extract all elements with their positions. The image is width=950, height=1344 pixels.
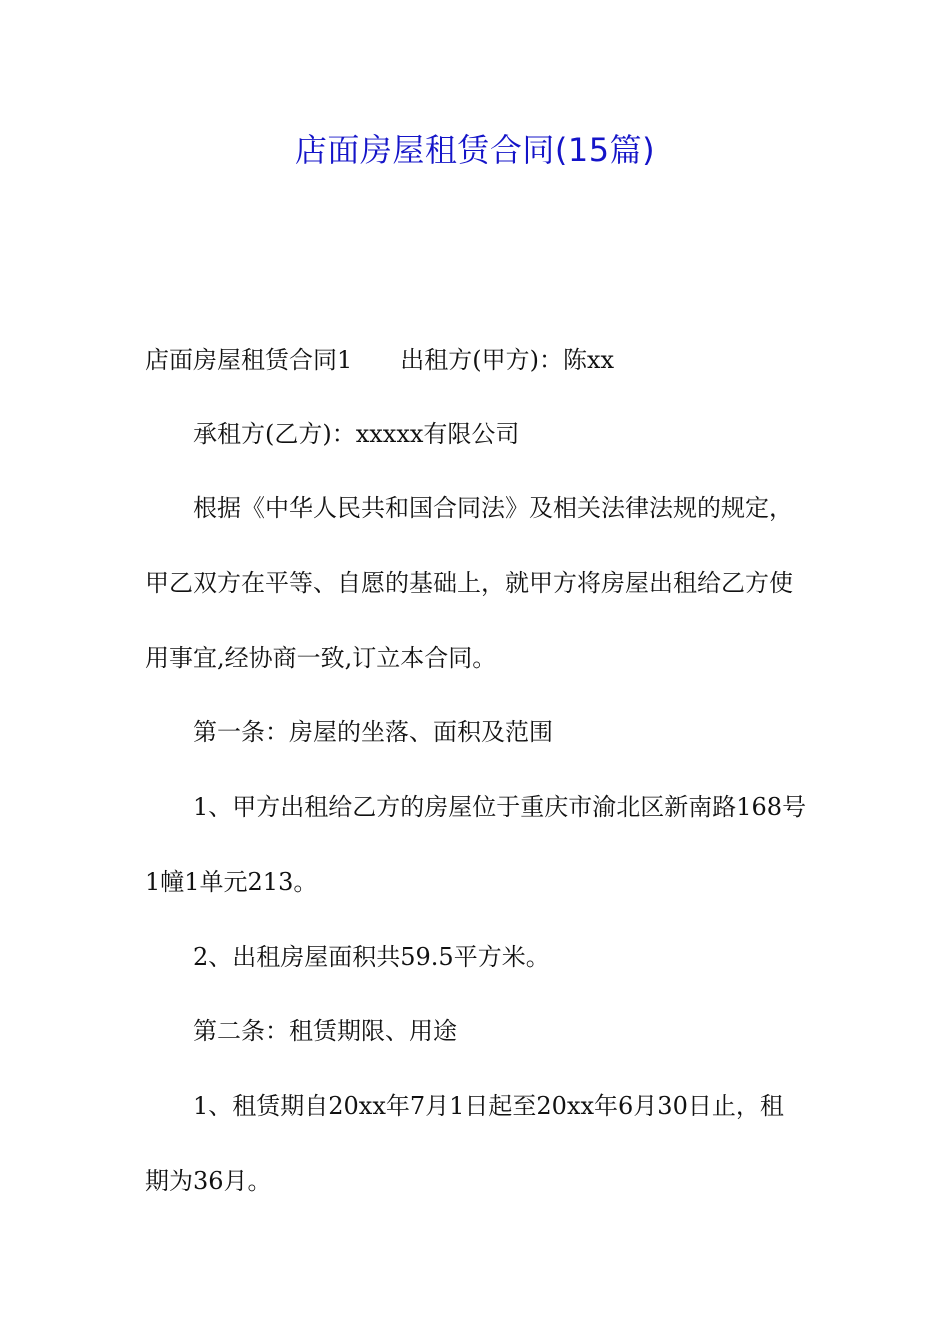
lessor-label: 出租方(甲方)：陈xx [400, 346, 615, 374]
paragraph-line: 1、甲方出租给乙方的房屋位于重庆市渝北区新南路168号 [193, 793, 807, 821]
contract-number: 店面房屋租赁合同1 [145, 346, 353, 374]
paragraph-line: 期为36月。 [145, 1167, 272, 1195]
section-heading: 第二条：租赁期限、用途 [193, 1017, 457, 1045]
contract-heading-line [145, 343, 815, 377]
paragraph-line: 2、出租房屋面积共59.5平方米。 [193, 943, 550, 971]
paragraph-line: 用事宜,经协商一致,订立本合同。 [145, 644, 497, 672]
paragraph-line: 1、租赁期自20xx年7月1日起至20xx年6月30日止，租 [193, 1092, 784, 1120]
paragraph-line: 1幢1单元213。 [145, 868, 318, 896]
section-heading: 第一条：房屋的坐落、面积及范围 [193, 718, 553, 746]
document-title: 店面房屋租赁合同(15篇) [294, 131, 656, 169]
lessee-line: 承租方(乙方)：xxxxx有限公司 [193, 420, 520, 448]
paragraph-line: 甲乙双方在平等、自愿的基础上，就甲方将房屋出租给乙方使 [145, 569, 793, 597]
paragraph-line: 根据《中华人民共和国合同法》及相关法律法规的规定， [193, 494, 793, 522]
